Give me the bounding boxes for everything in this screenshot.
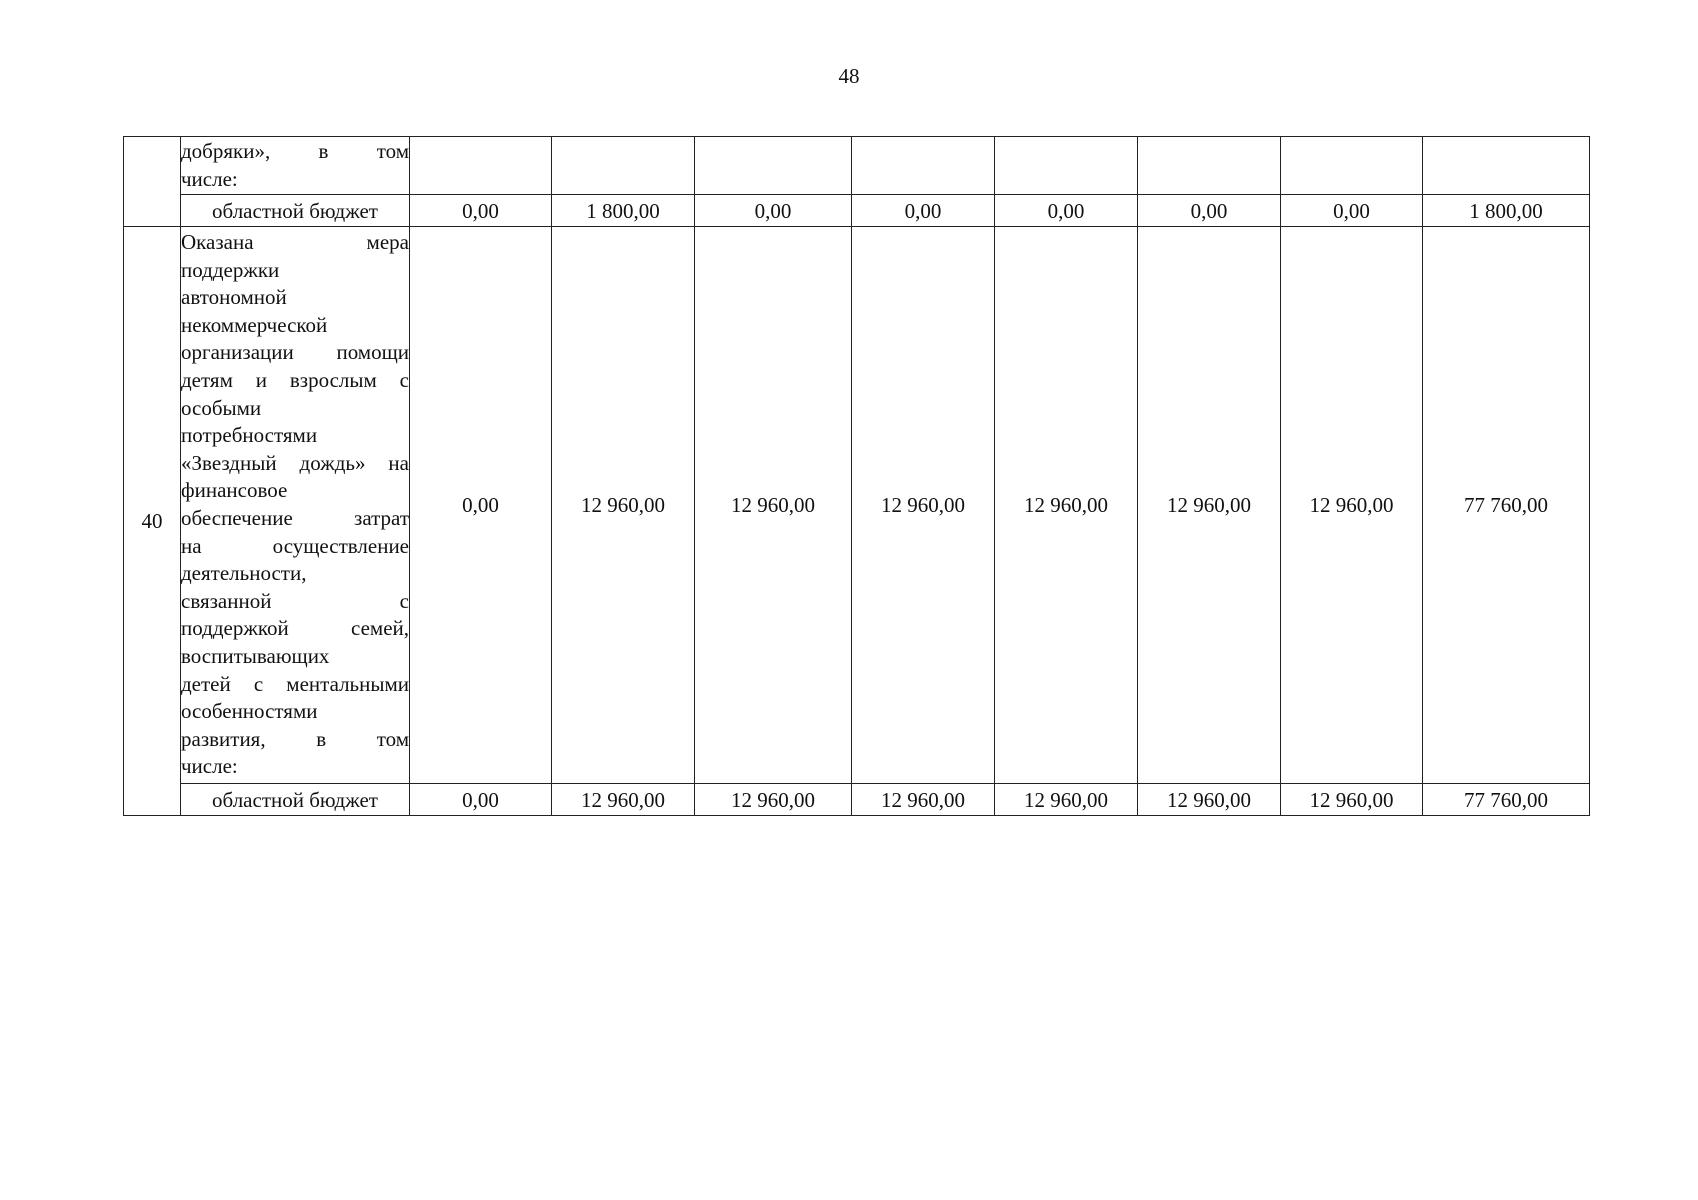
value-cell: 77 760,00 bbox=[1423, 784, 1590, 816]
value-cell: 12 960,00 bbox=[1138, 784, 1281, 816]
description-line: развития, в том bbox=[181, 726, 409, 751]
value-cell: 12 960,00 bbox=[695, 227, 852, 784]
table-row bbox=[124, 137, 1590, 195]
value-cell: 12 960,00 bbox=[852, 784, 995, 816]
description-line: связанной с bbox=[181, 588, 409, 613]
description-line: некоммерческой bbox=[181, 312, 328, 337]
description-line: особыми bbox=[181, 395, 262, 420]
description-line: добряки», в том bbox=[181, 138, 409, 163]
value-cell bbox=[1281, 137, 1423, 195]
value-cell: 12 960,00 bbox=[695, 784, 852, 816]
value-cell: 0,00 bbox=[1281, 195, 1423, 227]
description-line: числе: bbox=[181, 166, 238, 191]
description-line: детям и взрослым с bbox=[181, 368, 409, 393]
budget-table bbox=[123, 136, 1590, 816]
page-number: 48 bbox=[838, 64, 860, 88]
value-cell: 0,00 bbox=[995, 195, 1138, 227]
value-cell: 12 960,00 bbox=[995, 227, 1138, 784]
description-line: деятельности, bbox=[181, 561, 307, 586]
description-line: поддержки bbox=[181, 257, 280, 282]
value-cell: 12 960,00 bbox=[552, 784, 695, 816]
description-line: финансовое bbox=[181, 478, 288, 503]
description-line: организации помощи bbox=[181, 340, 409, 365]
budget-label-cell: областной бюджет bbox=[181, 195, 410, 227]
value-cell: 12 960,00 bbox=[1281, 227, 1423, 784]
description-cell bbox=[181, 137, 410, 195]
value-cell: 12 960,00 bbox=[1281, 784, 1423, 816]
budget-label-cell: областной бюджет bbox=[181, 784, 410, 816]
description-line: поддержкой семей, bbox=[181, 616, 409, 641]
value-cell: 0,00 bbox=[695, 195, 852, 227]
value-cell: 0,00 bbox=[852, 195, 995, 227]
description-line: на осуществление bbox=[181, 533, 409, 558]
description-line: потребностями bbox=[181, 423, 318, 448]
description-cell bbox=[181, 227, 410, 784]
row-number-cell bbox=[124, 137, 181, 227]
value-cell: 77 760,00 bbox=[1423, 227, 1590, 784]
value-cell bbox=[995, 137, 1138, 195]
table-row bbox=[124, 195, 1590, 227]
description-line: Оказана мера bbox=[181, 230, 409, 255]
value-cell: 1 800,00 bbox=[552, 195, 695, 227]
value-cell bbox=[852, 137, 995, 195]
value-cell: 12 960,00 bbox=[852, 227, 995, 784]
value-cell: 0,00 bbox=[1138, 195, 1281, 227]
value-cell: 12 960,00 bbox=[995, 784, 1138, 816]
description-line: особенностями bbox=[181, 699, 318, 724]
value-cell: 0,00 bbox=[410, 784, 552, 816]
value-cell bbox=[695, 137, 852, 195]
description-line: детей с ментальными bbox=[181, 671, 409, 696]
description-line: обеспечение затрат bbox=[181, 506, 409, 530]
description-line: числе: bbox=[181, 754, 238, 779]
value-cell bbox=[1423, 137, 1590, 195]
row-number-cell: 40 bbox=[124, 227, 181, 816]
table-row bbox=[124, 784, 1590, 816]
value-cell: 0,00 bbox=[410, 227, 552, 784]
description-line: «Звездный дождь» на bbox=[181, 450, 409, 475]
table-row bbox=[124, 227, 1590, 784]
description-line: автономной bbox=[181, 285, 287, 310]
value-cell: 1 800,00 bbox=[1423, 195, 1590, 227]
value-cell: 12 960,00 bbox=[1138, 227, 1281, 784]
value-cell bbox=[1138, 137, 1281, 195]
value-cell bbox=[552, 137, 695, 195]
value-cell: 0,00 bbox=[410, 195, 552, 227]
value-cell: 12 960,00 bbox=[552, 227, 695, 784]
description-line: воспитывающих bbox=[181, 643, 330, 668]
value-cell bbox=[410, 137, 552, 195]
